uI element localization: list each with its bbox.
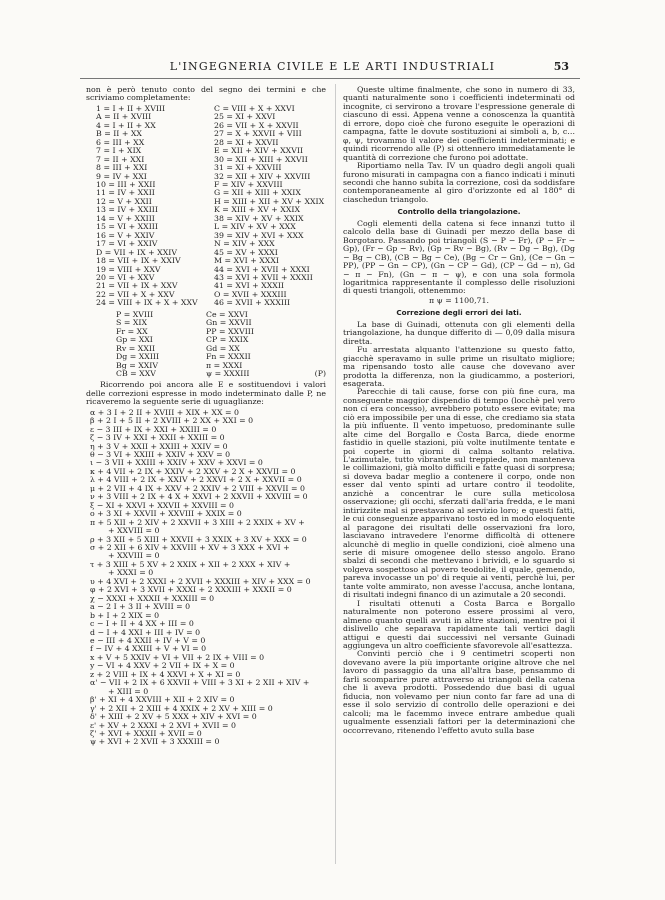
equation-entry: 17 = VI + XXIV [96, 239, 158, 249]
section-heading-control: Controllo della triangolazione. [397, 207, 521, 217]
equation-entry: D = VII + IX + XXIV [96, 247, 177, 257]
symbol-entry: PP = XXVIII [206, 326, 254, 336]
condition-equation: f − IV + 4 XXIII + V + VI = 0 [90, 644, 207, 654]
condition-equation: a − 2 I + 3 II + XVIII = 0 [90, 602, 191, 612]
symbol-entry: CP = XXIX [206, 335, 249, 345]
equation-entry: 38 = XIV + XV + XXIX [214, 213, 304, 223]
condition-equation: ζ' + XVI + XXXII + XVII = 0 [90, 728, 202, 738]
condition-equation: φ + 2 XVI + 3 XVII + XXXI + 2 XXXIII + XXXII = 0 [90, 585, 292, 595]
condition-equation: β + 2 I + 5 II + 2 XVIII + 2 XX + XXI = 0 [90, 416, 254, 426]
equation-table [86, 105, 326, 308]
condition-equation: α' − VII + 2 IX + 6 XXVII + VIII + 3 XI + 2 XII + XIV + [90, 678, 310, 688]
equation-entry: 7 = I + XIX [96, 146, 142, 156]
condition-equation: τ + 3 XIII + 5 XV + 2 XXIX + XII + 2 XXX + XIV + [90, 559, 291, 569]
equation-entry: 22 = VII + X + XXV [96, 289, 175, 299]
equation-entry: 4 = I + II + XX [96, 120, 156, 130]
equation-entry: O = XVII + XXXIII [214, 289, 287, 299]
symbols-label-spacer [296, 328, 326, 336]
right-paragraph-2: Riportiamo nella Tav. IV un quadro degli angoli quali furono misurati in campagna con a fianco indicati i minuti secondi che hanno subita la correzione, così da soddisfare contemporaneamente al giro d'orizzonte ed al 180° di ciaschedun triangolo. [343, 161, 575, 204]
condition-equation: ρ + 3 XII + 5 XIII + XXVII + 3 XXIX + 3 XV + XXX = 0 [90, 534, 307, 544]
equation-entry: 8 = III + XXI [96, 163, 148, 173]
right-paragraph-5: Fu arrestata alquanto l'attenzione su questo fatto, giacchè speravamo in sulle prime un risultato migliore; ma ripensando tosto alle cause che dovevano aver prodotta la differenza, non la giudicammo, a posteriori, esagerata. [343, 345, 575, 388]
symbol-entry: Fn = XXXII [206, 352, 251, 362]
symbols-label-spacer [296, 336, 326, 344]
equation-entry: H = XIII + XII + XV + XXIX [214, 196, 325, 206]
condition-equation: ξ − XI + XXVI + XXVII + XXVIII = 0 [90, 500, 235, 510]
symbol-entry: ψ = XXXIII [206, 368, 250, 378]
page-header [0, 60, 665, 76]
result-formula: π ψ = 1100,71. [429, 295, 489, 305]
symbols-label-spacer [296, 345, 326, 353]
symbol-entry: Bg = XXIV [116, 360, 159, 370]
condition-equation: z + 2 VIII + IX + 4 XXVI + X + XI = 0 [90, 669, 241, 679]
symbol-entry: Gp = XXI [116, 335, 153, 345]
condition-equation: δ' + XIII + 2 XV + 5 XXX + XIV + XVI = 0 [90, 712, 257, 722]
condition-equation: θ − 3 VI + XXIII + XXIV + XXV = 0 [90, 450, 231, 460]
equation-entry: 39 = XIV + XVI + XXX [214, 230, 304, 240]
condition-equation: χ − XXXI + XXXII + XXXIII = 0 [90, 593, 215, 603]
equation-entry: 21 = VII + IX + XXV [96, 281, 178, 291]
equation-entry: 10 = III + XXII [96, 179, 156, 189]
condition-equation: + XXVIII = 0 [108, 526, 160, 536]
equation-entry: 45 = XV + XXXI [214, 247, 278, 257]
equation-entry: 31 = XI + XXVIII [214, 163, 282, 173]
condition-equation: + XXXI = 0 [108, 568, 154, 578]
symbol-entry: P = XVIII [116, 309, 154, 319]
equation-entry: 7 = II + XXI [96, 154, 145, 164]
condition-equation: c − I + II + 4 XX + III = 0 [90, 619, 194, 629]
equation-entry: 43 = XVI + XVII + XXXII [214, 272, 313, 282]
running-title: L'INGEGNERIA CIVILE E LE ARTI INDUSTRIALI [169, 60, 496, 73]
right-paragraph-6: Parecchie di tali cause, forse con più fine cura, ma conseguente maggior dispendio di tempo (locchè pel vero non ci era concesso), avrebbero potuto essere evitate; ma ciò era impossibile per una di esse, che crediamo sia stata la più influente. Il vento impetuoso, predominante sulle alte cime del Borgallo e Costa Barca, diede enorme fastidio in quelle stazioni, più volte inutilmente tentate e poi coperte in giorni di calma soltanto relativa. L'azimutale, tutto vibrante sul treppiede, non manteneva le collimazioni, già molto difficili e fatte quasi di sorpresa; si doveva badar meglio a contenere il corpo, onde non esser dal vento spinti ad urtare contro il teodolite, anzichè a concentrar le cure sulla meticolosa osservazione; gli occhi, sferzati dall'aria fredda, e le mani intirizzite mal si prestavano al servizio loro; e questi fatti, le cui conseguenze apparivano tosto ed in modo eloquente al paragone dei risultati delle osservazioni fra loro, lasciavano intravedere l'enorme difficoltà di ottenere alcunchè di meglio in quelle condizioni, cioè almeno una serie di misure omogenee dello stesso angolo. Erano sbalzi di secondi che mettevano i brividi, e lo sguardo si volgeva sospettoso al povero teodolite, il quale, gemendo, pareva invocasse un po' di requie ai venti, perchè lui, per tante volte ammirato, non avesse l'accusa, anche lontana, di risultati indegni financo di un azimutale a 20 secondi. [343, 387, 575, 600]
left-column [86, 86, 326, 747]
right-paragraph-4: La base di Guinadi, ottenuta con gli elementi della triangolazione, ha dunque differito di — 0,09 dalla misura diretta. [343, 319, 575, 346]
symbols-label: (P) [314, 368, 326, 378]
equation-entry: G = XII + XIII + XXIX [214, 188, 301, 198]
equation-entry: B = II + XX [96, 129, 142, 139]
symbols-label-spacer [296, 319, 326, 327]
equation-entry: C = VIII + X + XXVI [214, 103, 295, 113]
condition-equation: e − III + 4 XXII + IV + V = 0 [90, 636, 206, 645]
symbol-entry: Gn = XXVII [206, 318, 252, 328]
condition-equation: d − I + 4 XXI + III + IV = 0 [90, 627, 201, 637]
equation-entry: 12 = V + XXII [96, 196, 152, 206]
equation-entry: 30 = XII + XIII + XXVII [214, 154, 308, 164]
symbol-table [86, 311, 326, 379]
right-paragraph-3: Cogli elementi della catena si fece innanzi tutto il calcolo della base di Guinadi per mezzo della base di Borgotaro. Passando poi triangoli (S − P − Fr), (P − Fr − Gp), (Fr − Gp − Rv), (Gp − Rv − Bg), (Rv − Dg − Bg), (Dg − Bg − CB), (CB − Bg − Ce), (Bg − Cr − Gn), (Ce − Gn − PP), (PP − Gn − CP), (Gn − CP − Gd), (CP − Gd − π), Gd − π − Fn), (Gn − π − ψ), e con una sola formola logaritmica rappresentante il complesso delle risoluzioni di questi triangoli, ottenemmo: [343, 218, 575, 296]
condition-equation: μ + 2 VII + 4 IX + XXV + 2 XXIV + 2 VIII + XXVII = 0 [90, 483, 305, 493]
symbol-entry: Ce = XXVI [206, 309, 248, 319]
condition-equation: y − VI + 4 XXV + 2 VII + IX + X = 0 [90, 661, 235, 671]
left-paragraph: Ricorrendo poi ancora alle E e sostituendovi i valori delle correzioni espresse in modo indeterminato dalle P, ne ricaveremo la seguente serie di uguaglianze: [86, 380, 326, 407]
equation-entry: 1 = I + II + XVIII [96, 103, 166, 113]
equation-entry: 46 = XVII + XXXIII [214, 298, 291, 308]
symbol-entry: S = XIX [116, 318, 148, 328]
condition-equation: ε' + XV + 2 XXXI + 2 XVI + XVII = 0 [90, 720, 236, 730]
right-paragraph-1: Queste ultime finalmente, che sono in numero di 33, quanti naturalmente sono i coefficienti indeterminati od incognite, ci servirono a trovare l'espressione generale di ciascuno di essi. Appena venne a conoscenza la quantità di errore, dopo cioè che furono eseguite le operazioni di campagna, fatte le dovute sostituzioni ai simboli a, b, c… φ, ψ, trovammo il valore dei coefficienti indeterminati; e quindi ricorrendo alle (P) si ottennero immediatamente le quantità di correzione che furono poi adottate. [343, 85, 575, 162]
symbols-label-spacer [296, 311, 326, 319]
equation-entry: 32 = XII + XIV + XXVIII [214, 171, 311, 181]
equation-entry: 9 = IV + XXI [96, 171, 147, 181]
condition-equation: σ + 2 XII + 6 XIV + XXVIII + XV + 3 XXX + XVI + [90, 543, 290, 553]
symbol-entry: Dg = XXIII [116, 352, 160, 362]
condition-equation: + XXVIII = 0 [108, 551, 160, 561]
equation-entry: 20 = VI + XXV [96, 272, 155, 282]
condition-equation: ζ − 3 IV + XXI + XXII + XXIII = 0 [90, 433, 225, 443]
condition-equation: ι − 3 VII + XXIII + XXIV + XXV + XXVI = 0 [90, 458, 263, 468]
equation-entry: K = XIII + XV + XXIX [214, 205, 300, 215]
equation-entry: 11 = IV + XXII [96, 188, 155, 198]
condition-equation: ο + 3 XI + XXVII + XXVIII + XXIX = 0 [90, 509, 242, 519]
equation-entry: 16 = V + XXIV [96, 230, 155, 240]
equation-entry: 19 = VIII + XXV [96, 264, 161, 274]
right-paragraph-7: I risultati ottenuti a Costa Barca e Borgallo naturalmente non poterono essere prossimi al vero, almeno quanto quelli avuti in altre stazioni, mentre poi il dislivello che separava rapidamente tali vertici dagli attigui e questi dai successivi nel versante Guinadi aggiungeva un altro coefficiente sfavorevole all'esattezza. [343, 598, 575, 650]
condition-equation: b + I + 2 XIX = 0 [90, 610, 160, 620]
equation-entry: 26 = VII + X + XXVII [214, 120, 299, 130]
equation-entry: M = XVI + XXXI [214, 256, 279, 266]
equation-entry: 25 = XI + XXVI [214, 112, 276, 122]
equation-entry: 6 = III + XX [96, 137, 145, 147]
equation-entry: 27 = X + XXVII + VIII [214, 129, 302, 139]
condition-equation: ψ + XVI + 2 XVII + 3 XXXIII = 0 [90, 737, 220, 747]
condition-equation: π + 5 XII + 2 XIV + 2 XXVII + 3 XIII + 2 XXIX + XV + [90, 517, 305, 527]
condition-equations [86, 409, 326, 747]
equation-entry: 15 = VI + XXIII [96, 222, 158, 232]
condition-equation: η + 3 V + XXII + XXIII + XXIV = 0 [90, 441, 228, 451]
page-number: 53 [553, 60, 569, 73]
equation-entry: F = XIV + XXVIII [214, 179, 283, 189]
equation-entry: 13 = IV + XXIII [96, 205, 158, 215]
intro-text: non è però tenuto conto del segno dei termini e che scriviamo completamente: [86, 85, 326, 103]
symbol-entry: Gd = XX [206, 343, 240, 353]
right-column [343, 86, 575, 735]
condition-equation: ε − 3 III + IX + XXI + XXIII = 0 [90, 424, 217, 434]
equation-entry: 41 = XVI + XXXII [214, 281, 284, 291]
condition-equation: ν + 3 VIII + 2 IX + 4 X + XXVI + 2 XXVII + XXVIII = 0 [90, 492, 308, 502]
equation-entry: 18 = VII + IX + XXIV [96, 256, 181, 266]
condition-equation: x + V + 5 XXIV + VI + VII + 2 IX + VIII = 0 [90, 652, 265, 662]
equation-entry: 44 = XVI + XVII + XXXI [214, 264, 310, 274]
right-paragraph-8: Convinti perciò che i 9 centimetri scoperti non dovevano avere la più importante origine altrove che nel lavoro di passaggio da una all'altra base, pensammo di farli scomparire pure attraverso ai triangoli della catena che li aveva prodotti. Possedendo due basi di ugual fiducia, non volevamo per niun conto far fare ad una di esse il solo servizio di controllo delle operazioni e dei calcoli; ma le facemmo invece entrare ambedue quali ugualmente essenziali fattori per la determinazioni che occorrevano, ritenendo l'effetto avuto sulla base [343, 649, 575, 735]
equation-entry: L = XIV + XV + XXX [214, 222, 296, 232]
equation-entry: A = II + XVIII [96, 112, 152, 122]
column-divider [335, 84, 336, 864]
equation-entry: N = XIV + XXX [214, 239, 275, 249]
section-heading-correction: Correzione degli errori dei lati. [396, 308, 522, 318]
condition-equation: + XIII = 0 [108, 686, 149, 696]
symbol-entry: Rv = XXII [116, 343, 156, 353]
equation-entry: 28 = XI + XXVII [214, 137, 279, 147]
condition-equation: γ' + 2 XII + 2 XIII + 4 XXIX + 2 XV + XIII = 0 [90, 703, 273, 713]
symbol-entry: Fr = XX [116, 326, 148, 336]
condition-equation: κ + 4 VII + 2 IX + XXIV + 2 XXV + 2 X + XXVII = 0 [90, 466, 296, 476]
equation-entry: 24 = VIII + IX + X + XXV [96, 298, 198, 308]
symbol-entry: π = XXXI [206, 360, 243, 370]
condition-equation: λ + 4 VIII + 2 IX + XXIV + 2 XXVI + 2 X + XXVII = 0 [90, 475, 302, 485]
condition-equation: β' + XI + 4 XXVIII + XII + 2 XIV = 0 [90, 695, 235, 705]
symbols-label-spacer [296, 353, 326, 361]
symbol-entry: CB = XXV [116, 368, 156, 378]
condition-equation: α + 3 I + 2 II + XVIII + XIX + XX = 0 [90, 407, 239, 417]
equation-entry: E = XII + XIV + XXVII [214, 146, 304, 156]
condition-equation: υ + 4 XVI + 2 XXXI + 2 XVII + XXXIII + XIV + XXX = 0 [90, 576, 311, 586]
equation-entry: 14 = V + XXIII [96, 213, 155, 223]
header-rule [80, 78, 580, 79]
